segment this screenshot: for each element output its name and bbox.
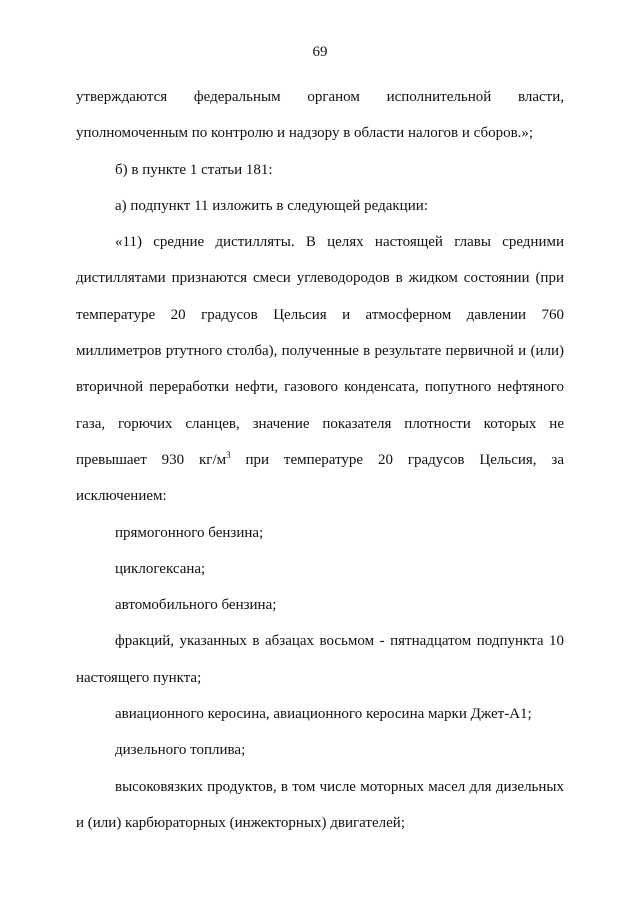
exclusion-item: циклогексана; [115,560,206,577]
definition-text-part1: «11) средние дистилляты. В целях настоящей главы средними дистиллятами признаются смеси углеводородов в жидком состоянии (при температуре 20 градусов Цельсия и атмосферном давлении 760 миллиметров ртутного столба), полученные в результате первичной и (или) вторичной переработки нефти, газового конденсата, попутного нефтяного газа, горючих сланцев, значение показателя плотности которых не превышает 930 кг/м [76,234,564,468]
exclusion-item: высоковязких продуктов, в том числе моторных масел для дизельных и (или) карбюраторных (инжекторных) двигателей; [76,778,564,831]
page-number: 69 [312,44,328,60]
exclusion-item: дизельного топлива; [115,742,246,759]
exclusion-item: фракций, указанных в абзацах восьмом - пятнадцатом подпункта 10 настоящего пункта; [76,633,564,686]
document-body [76,79,564,841]
paragraph-continuation: утверждаются федеральным органом исполнительной власти, уполномоченным по контролю и надзору в области налогов и сборов.»; [76,89,564,142]
paragraph-definition [76,224,564,514]
exclusion-item: прямогонного бензина; [115,524,264,541]
exclusion-item: автомобильного бензина; [115,597,277,614]
definition-text-part2: при температуре 20 градусов Цельсия, за исключением: [76,451,564,505]
cubic-superscript: 3 [226,449,231,460]
exclusion-item: авиационного керосина, авиационного керосина марки Джет-А1; [115,706,532,723]
paragraph-item-a: а) подпункт 11 изложить в следующей редакции: [115,197,428,214]
paragraph-item-b: б) в пункте 1 статьи 181: [115,161,273,178]
